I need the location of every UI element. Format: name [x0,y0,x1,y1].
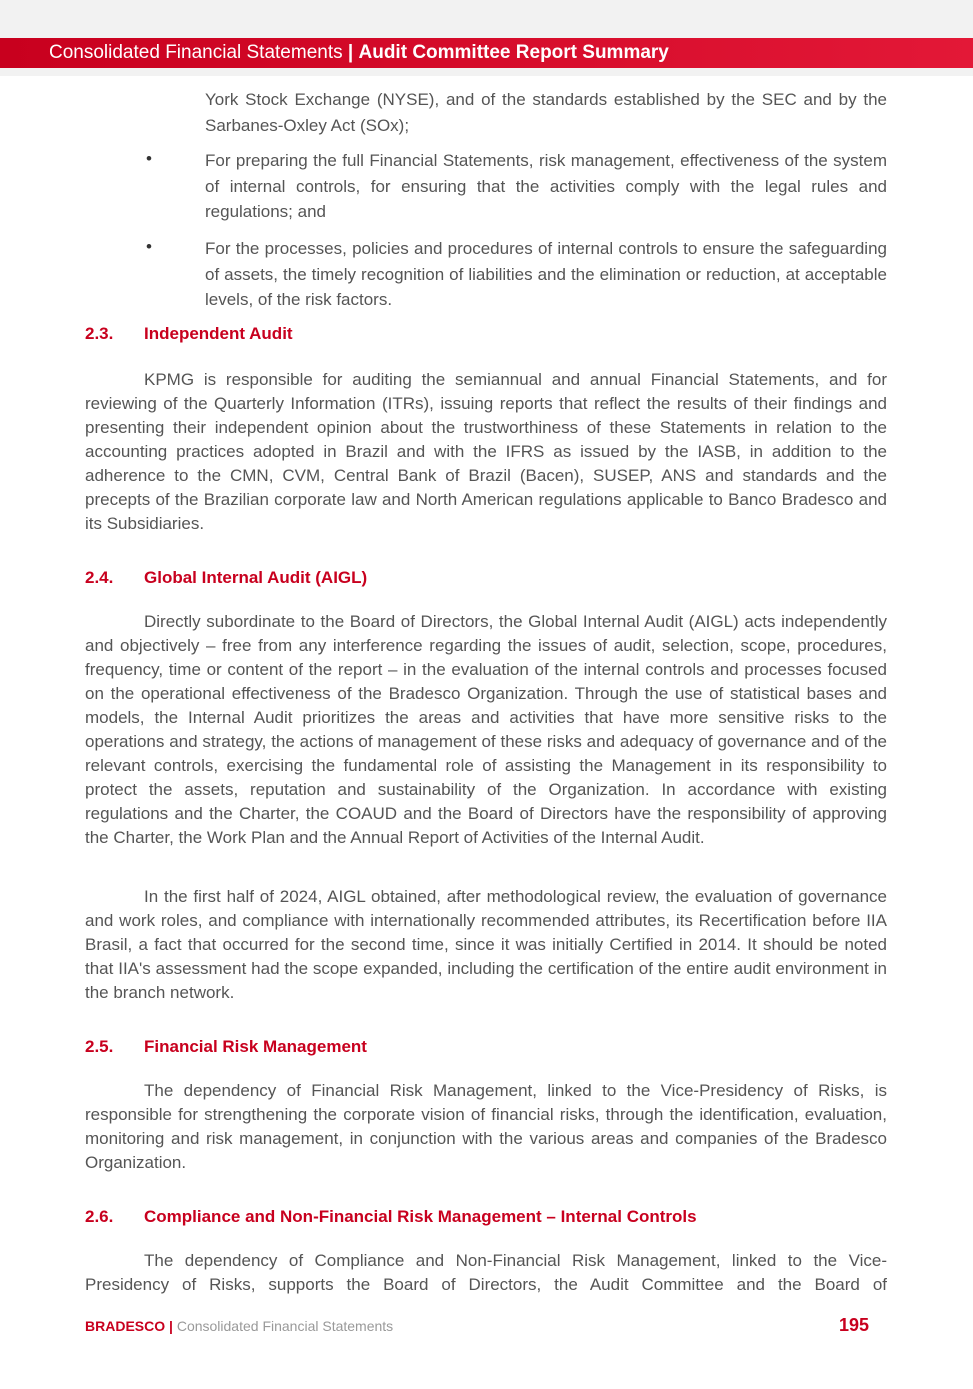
header-title: Audit Committee Report Summary [358,42,669,63]
bullet-continuation: York Stock Exchange (NYSE), and of the standards established by the SEC and by the Sarbanes-Oxley Act (SOx); [205,90,887,135]
bullet-icon: • [146,149,152,168]
paragraph: The dependency of Compliance and Non-Financial Risk Management, linked to the Vice-Presidency of Risks, supports the Board of Directors, the Audit Committee and the Board of [85,1251,887,1294]
paragraph: Directly subordinate to the Board of Directors, the Global Internal Audit (AIGL) acts independently and objectively – free from any interference regarding the issues of audit, selection, scope, procedures, frequency, time or content of the report – in the evaluation of the internal controls and processes focused on the operational effectiveness of the Bradesco Organization. Through the use of statistical bases and models, the Internal Audit prioritizes the areas and activities that have more sensitive risks to the operations and strategy, the actions of management of these risks and adequacy of governance and of the relevant controls, exercising the fundamental role of assisting the Management in its responsibility to protect the assets, reputation and sustainability of the Organization. In accordance with existing regulations and the Charter, the COAUD and the Board of Directors have the responsibility of approving the Charter, the Work Plan and the Annual Report of Activities of the Internal Audit. [85,612,887,847]
bullet-icon: • [146,237,152,256]
section-heading [85,568,367,588]
page-number: 195 [839,1315,870,1335]
section-heading [85,1207,697,1227]
header-bar [0,38,973,68]
section-number: 2.5. [85,1037,114,1056]
section-heading [85,1037,367,1057]
paragraph: In the first half of 2024, AIGL obtained, after methodological review, the evaluation of governance and work roles, and compliance with internationally recommended attributes, its Recertification before IIA Brasil, a fact that occurred for the second time, since it was initially Certified in 2014. It should be noted that IIA's assessment had the scope expanded, including the certification of the entire audit environment in the branch network. [85,887,887,1002]
section-title: Financial Risk Management [144,1037,367,1056]
section-heading [85,324,293,344]
paragraph: KPMG is responsible for auditing the semiannual and annual Financial Statements, and for reviewing of the Quarterly Information (ITRs), issuing reports that reflect the results of their findings and presenting their independent opinion about the trustworthiness of these Statements in relation to the accounting practices adopted in Brazil and with the IFRS as issued by the IASB, in addition to the adherence to the CMN, CVM, Central Bank of Brazil (Bacen), SUSEP, ANS and standards and the precepts of the Brazilian corporate law and North American regulations applicable to Banco Bradesco and its Subsidiaries. [85,370,887,533]
section-number: 2.3. [85,324,114,343]
section-number: 2.4. [85,568,114,587]
section-number: 2.6. [85,1207,114,1226]
footer-separator: | [169,1318,173,1334]
header-separator: | [347,42,354,63]
section-title: Global Internal Audit (AIGL) [144,568,368,587]
paragraph: The dependency of Financial Risk Management, linked to the Vice-Presidency of Risks, is responsible for strengthening the corporate vision of financial risks, through the identification, evaluation, monitoring and risk management, in conjunction with the various areas and companies of the Bradesco Organization. [85,1081,887,1172]
bullet-item: For the processes, policies and procedures of internal controls to ensure the safeguarding of assets, the timely recognition of liabilities and the elimination or reduction, at acceptable levels, of the risk factors. [205,239,887,309]
bullet-item: For preparing the full Financial Statements, risk management, effectiveness of the system of internal controls, for ensuring that the activities comply with the legal rules and regulations; and [205,151,887,221]
footer-label: Consolidated Financial Statements [176,1318,394,1334]
footer-brand: BRADESCO [85,1318,166,1334]
footer [85,1318,393,1334]
section-title: Independent Audit [144,324,293,343]
section-title: Compliance and Non-Financial Risk Management – Internal Controls [144,1207,697,1226]
header-section: Consolidated Financial Statements [49,42,343,63]
